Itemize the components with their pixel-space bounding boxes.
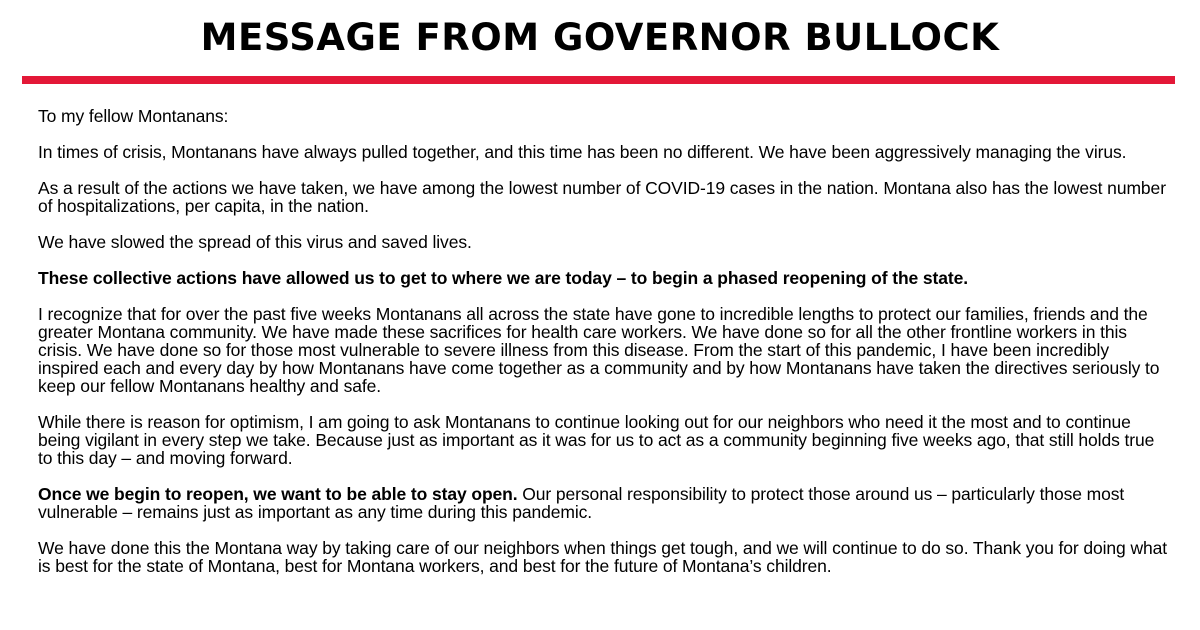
header-divider — [22, 76, 1175, 84]
letter-body — [38, 107, 1173, 593]
paragraph-phased-reopening: These collective actions have allowed us to get to where we are today – to begin a phased reopening of the state. — [38, 268, 969, 288]
stay-open-text: Our personal responsibility to protect those around us – particularly those most vulnerable – remains just as important as any time during this pandemic. — [38, 484, 1125, 522]
paragraph-optimism: While there is reason for optimism, I am going to ask Montanans to continue looking out for our neighbors who need it the most and to continue being vigilant in every step we take. Because just as important as it was for us to act as a community beginning five weeks ago, that still holds true to this day – and moving forward. — [38, 412, 1155, 468]
paragraph-crisis: In times of crisis, Montanans have always pulled together, and this time has been no different. We have been aggressively managing the virus. — [38, 142, 1127, 162]
paragraph-slowed-spread: We have slowed the spread of this virus and saved lives. — [38, 232, 472, 252]
salutation: To my fellow Montanans: — [38, 106, 229, 126]
stay-open-emphasis: Once we begin to reopen, we want to be able to stay open. — [38, 484, 518, 504]
paragraph-stay-open — [38, 485, 1173, 521]
paragraph-thank-you: We have done this the Montana way by taking care of our neighbors when things get tough, and we will continue to do so. Thank you for doing what is best for the state of Montana, best for Montana workers, and best for the future of Montana’s children. — [38, 538, 1168, 576]
paragraph-sacrifices: I recognize that for over the past five weeks Montanans all across the state have gone to incredible lengths to protect our families, friends and the greater Montana community. We have made these sacrifices for health care workers. We have done so for all the other frontline workers in this crisis. We have done so for those most vulnerable to severe illness from this disease. From the start of this pandemic, I have been incredibly inspired each and every day by how Montanans have come together as a community and by how Montanans have taken the directives seriously to keep our fellow Montanans healthy and safe. — [38, 304, 1160, 396]
paragraph-results: As a result of the actions we have taken, we have among the lowest number of COVID-19 cases in the nation. Montana also has the lowest number of hospitalizations, per capita, in the nation. — [38, 178, 1166, 216]
page-title: MESSAGE FROM GOVERNOR BULLOCK — [200, 16, 1000, 59]
